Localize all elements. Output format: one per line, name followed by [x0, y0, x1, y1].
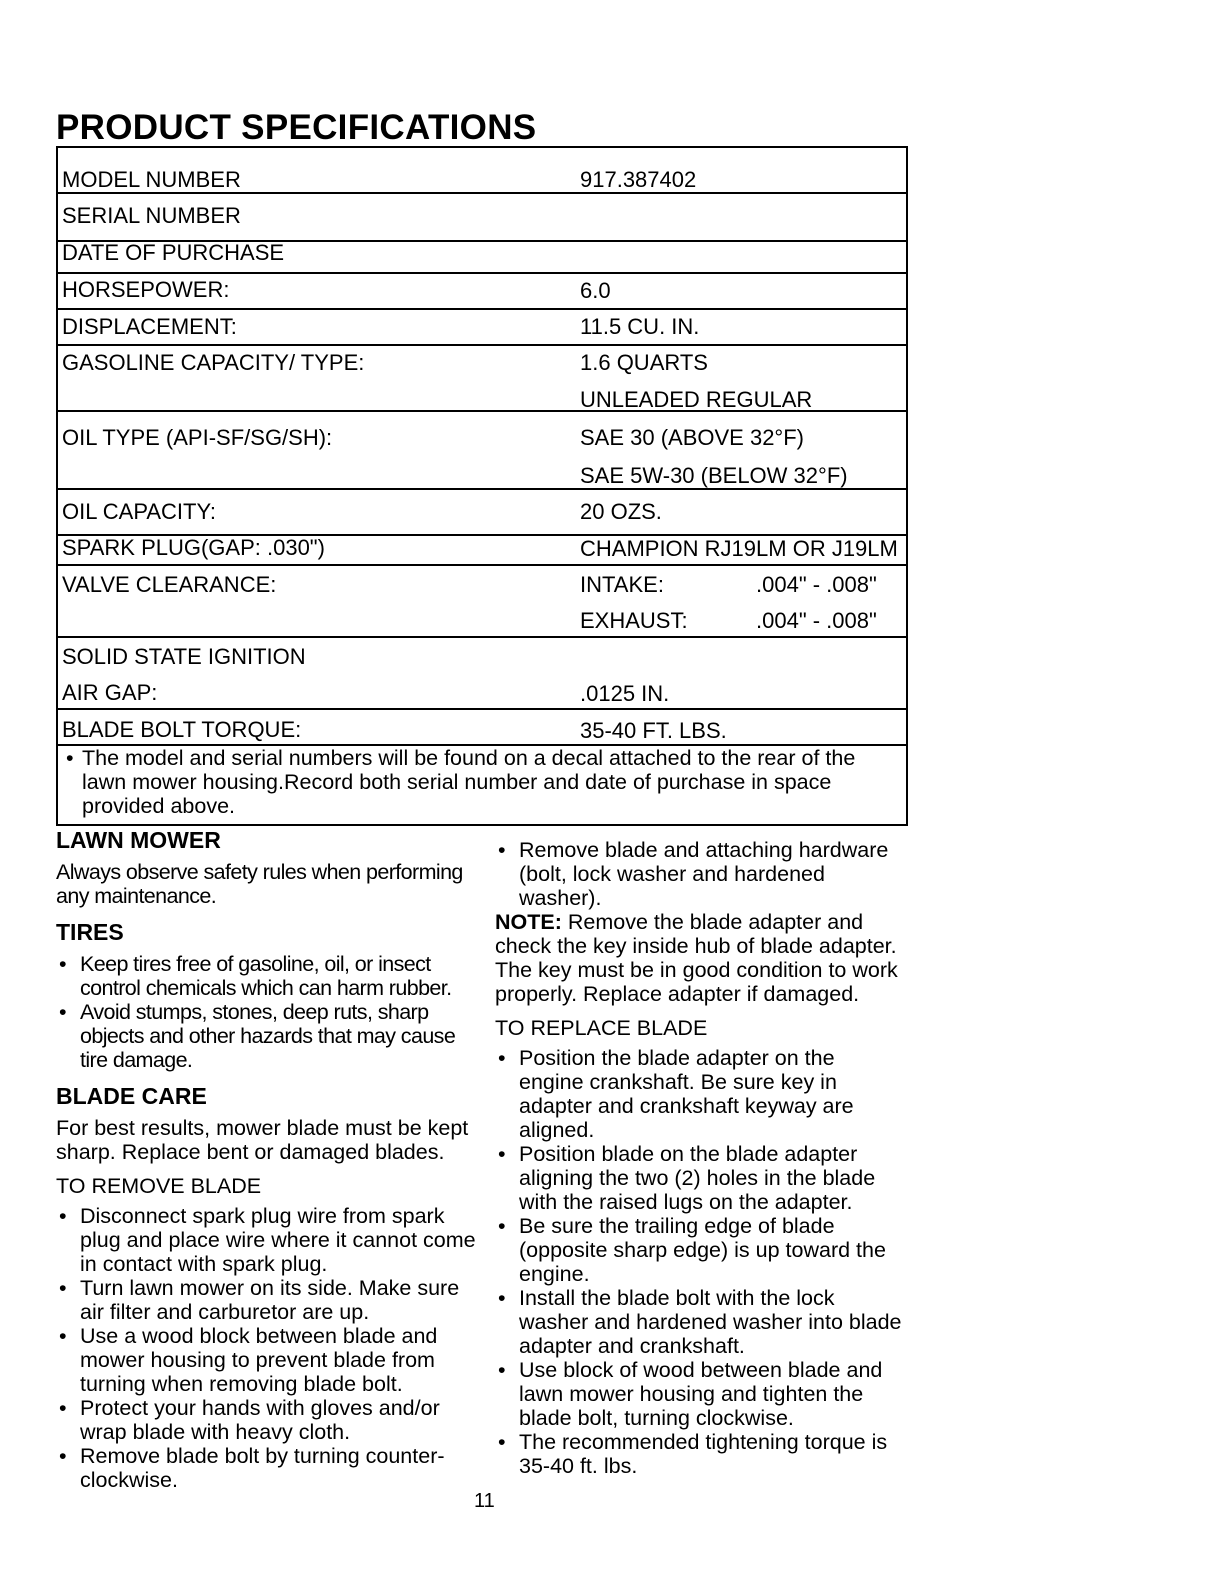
- note-body: Remove the blade adapter and check the key inside hub of blade adapter. The key must be in good condition to work properly. Replace adapter if damaged.: [495, 910, 898, 1006]
- list-item: • Avoid stumps, stones, deep ruts, sharp objects and other hazards that may cause tire damage.: [56, 1000, 476, 1072]
- oil-type-below-value: SAE 5W-30 (BELOW 32°F): [580, 463, 848, 488]
- exhaust-value: .004" - .008": [756, 608, 877, 633]
- left-column: [56, 826, 476, 1492]
- blade-care-intro: For best results, mower blade must be kept sharp. Replace bent or damaged blades.: [56, 1116, 469, 1164]
- list-item: • Remove blade bolt by turning counter-clockwise.: [56, 1444, 476, 1492]
- specifications-table: [56, 146, 908, 826]
- gasoline-label: GASOLINE CAPACITY/ TYPE:: [62, 350, 365, 375]
- list-item: • The recommended tightening torque is 35-40 ft. lbs.: [495, 1430, 905, 1478]
- gasoline-type-value: UNLEADED REGULAR: [580, 387, 813, 412]
- gasoline-capacity-value: 1.6 QUARTS: [580, 350, 708, 375]
- list-item: • Remove blade and attaching hardware (bolt, lock washer and hardened washer).: [495, 838, 905, 910]
- oil-capacity-value: 20 OZS.: [580, 499, 662, 524]
- list-item: • Position the blade adapter on the engine crankshaft. Be sure key in adapter and crankshaft keyway are aligned.: [495, 1046, 905, 1142]
- date-of-purchase-label: DATE OF PURCHASE: [62, 240, 285, 265]
- displacement-value: 11.5 CU. IN.: [580, 314, 700, 339]
- list-item: • Keep tires free of gasoline, oil, or insect control chemicals which can harm rubber.: [56, 952, 476, 1000]
- air-gap-value: .0125 IN.: [580, 681, 670, 706]
- blade-bolt-label: BLADE BOLT TORQUE:: [62, 717, 302, 742]
- right-column: [495, 826, 905, 1478]
- valve-clearance-label: VALVE CLEARANCE:: [62, 572, 277, 597]
- note-label: NOTE:: [495, 910, 562, 934]
- row-divider: [58, 636, 906, 638]
- blade-care-heading: BLADE CARE: [56, 1083, 207, 1109]
- row-divider: [58, 308, 906, 310]
- lawn-mower-intro: Always observe safety rules when performing any maintenance.: [56, 860, 463, 908]
- intake-label: INTAKE:: [580, 572, 664, 597]
- horsepower-label: HORSEPOWER:: [62, 277, 230, 302]
- tires-heading: TIRES: [56, 919, 124, 945]
- displacement-label: DISPLACEMENT:: [62, 314, 237, 339]
- adapter-note: [495, 910, 905, 1006]
- ignition-label: SOLID STATE IGNITION: [62, 644, 306, 669]
- note-text: The model and serial numbers will be found on a decal attached to the rear of the lawn mower housing.Record both serial number and date of purchase in space provided above.: [82, 746, 856, 818]
- list-item: • Position blade on the blade adapter aligning the two (2) holes in the blade with the raised lugs on the adapter.: [495, 1142, 905, 1214]
- row-divider: [58, 272, 906, 274]
- list-item: • Use block of wood between blade and lawn mower housing and tighten the blade bolt, turning clockwise.: [495, 1358, 905, 1430]
- blade-bolt-value: 35-40 FT. LBS.: [580, 718, 727, 743]
- list-item: • Be sure the trailing edge of blade (opposite sharp edge) is up toward the engine.: [495, 1214, 905, 1286]
- spark-plug-value: CHAMPION RJ19LM OR J19LM: [580, 536, 898, 561]
- intake-value: .004" - .008": [756, 572, 877, 597]
- replace-blade-heading: TO REPLACE BLADE: [495, 1016, 708, 1040]
- list-item: • Install the blade bolt with the lock washer and hardened washer into blade adapter and crankshaft.: [495, 1286, 905, 1358]
- list-item: • Protect your hands with gloves and/or wrap blade with heavy cloth.: [56, 1396, 476, 1444]
- page-title: PRODUCT SPECIFICATIONS: [56, 108, 537, 147]
- remove-blade-list-continued: [495, 838, 905, 910]
- serial-number-label: SERIAL NUMBER: [62, 203, 241, 228]
- oil-type-above-value: SAE 30 (ABOVE 32°F): [580, 425, 804, 450]
- row-divider: [58, 344, 906, 346]
- exhaust-label: EXHAUST:: [580, 608, 688, 633]
- horsepower-value: 6.0: [580, 278, 611, 303]
- page-number: 11: [474, 1490, 495, 1512]
- list-item: • Turn lawn mower on its side. Make sure air filter and carburetor are up.: [56, 1276, 476, 1324]
- list-item: • Use a wood block between blade and mower housing to prevent blade from turning when removing blade bolt.: [56, 1324, 476, 1396]
- remove-blade-heading: TO REMOVE BLADE: [56, 1174, 262, 1198]
- list-item: • Disconnect spark plug wire from spark plug and place wire where it cannot come in contact with spark plug.: [56, 1204, 476, 1276]
- lawn-mower-heading: LAWN MOWER: [56, 827, 221, 853]
- remove-blade-list: [56, 1204, 476, 1492]
- spark-plug-label: SPARK PLUG(GAP: .030"): [62, 535, 325, 560]
- oil-type-label: OIL TYPE (API-SF/SG/SH):: [62, 425, 333, 450]
- model-number-value: 917.387402: [580, 167, 697, 192]
- air-gap-label: AIR GAP:: [62, 680, 158, 705]
- row-divider: [58, 708, 906, 710]
- replace-blade-list: [495, 1046, 905, 1478]
- row-divider: [58, 564, 906, 566]
- model-number-label: MODEL NUMBER: [62, 167, 241, 192]
- tires-list: [56, 952, 476, 1072]
- oil-capacity-label: OIL CAPACITY:: [62, 499, 217, 524]
- serial-location-note: • The model and serial numbers will be found on a decal attached to the rear of the lawn mower housing.Record both serial number and date of purchase in space provided above.: [66, 746, 902, 818]
